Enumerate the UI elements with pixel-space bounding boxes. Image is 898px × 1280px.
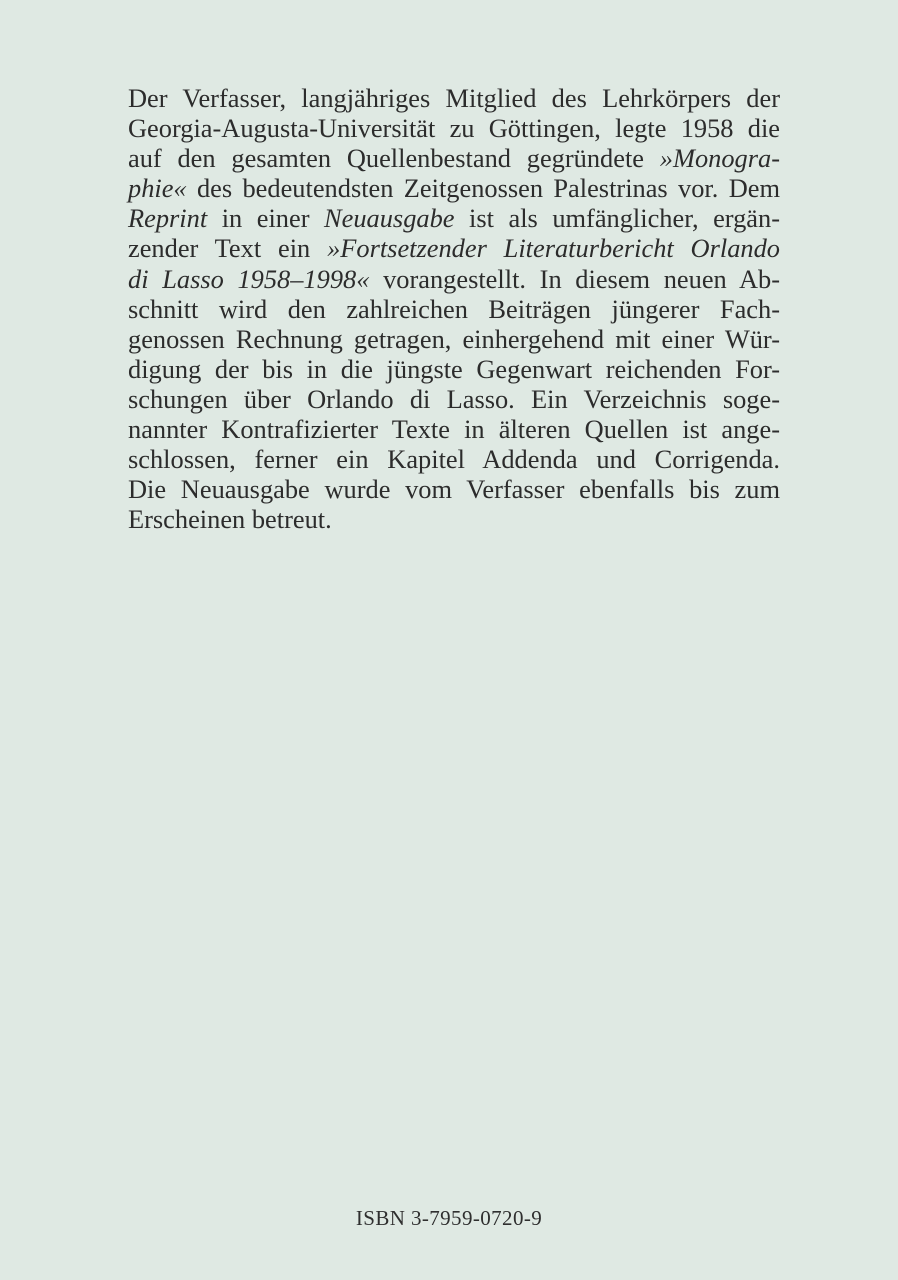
- blurb-text: vorangestellt. In diesem neuen Ab-: [369, 263, 780, 294]
- blurb-text: des bedeutendsten Zeitgenossen Palestrinas vor. Dem: [186, 173, 780, 204]
- blurb-italic-text: Reprint: [128, 203, 208, 234]
- blurb-line: [128, 173, 780, 203]
- blurb-line: [128, 414, 780, 444]
- blurb-line: [128, 113, 780, 143]
- blurb-italic-text: Neuausgabe: [324, 203, 455, 234]
- blurb-text: Erscheinen betreut.: [128, 504, 332, 535]
- blurb-line: [128, 83, 780, 113]
- blurb-line: [128, 203, 780, 233]
- blurb-text: Die Neuausgabe wurde vom Verfasser ebenfalls bis zum: [128, 474, 780, 505]
- blurb-line: [128, 504, 780, 534]
- isbn-label: ISBN 3-7959-0720-9: [355, 1206, 543, 1230]
- blurb-line: [128, 233, 780, 263]
- blurb-text: schnitt wird den zahlreichen Beiträgen jüngerer Fach-: [128, 293, 780, 324]
- blurb-text: auf den gesamten Quellenbestand gegründete: [128, 143, 660, 174]
- cover-blurb: [128, 83, 780, 534]
- blurb-italic-text: »Fortsetzender Literaturbericht Orlando: [327, 233, 780, 264]
- blurb-text: genossen Rechnung getragen, einhergehend mit einer Wür-: [128, 323, 780, 354]
- blurb-text: ist als umfänglicher, ergän-: [454, 203, 780, 234]
- blurb-text: in einer: [207, 203, 325, 234]
- blurb-text: nannter Kontrafizierter Texte in älteren Quellen ist ange-: [128, 414, 780, 445]
- blurb-italic-text: di Lasso 1958–1998«: [128, 263, 370, 294]
- blurb-text: Georgia-Augusta-Universität zu Göttingen, legte 1958 die: [128, 113, 780, 144]
- blurb-text: schlossen, ferner ein Kapitel Addenda und Corrigenda.: [128, 444, 780, 475]
- blurb-line: [128, 143, 780, 173]
- blurb-text: schungen über Orlando di Lasso. Ein Verzeichnis soge-: [128, 383, 780, 414]
- blurb-line: [128, 444, 780, 474]
- blurb-line: [128, 354, 780, 384]
- blurb-text: digung der bis in die jüngste Gegenwart reichenden For-: [128, 353, 780, 384]
- blurb-line: [128, 324, 780, 354]
- blurb-italic-text: »Monogra-: [659, 143, 780, 174]
- blurb-line: [128, 474, 780, 504]
- blurb-text: Der Verfasser, langjähriges Mitglied des Lehrkörpers der: [128, 83, 780, 113]
- blurb-line: [128, 384, 780, 414]
- blurb-text: zender Text ein: [128, 233, 328, 264]
- blurb-line: [128, 264, 780, 294]
- blurb-italic-text: phie«: [128, 173, 187, 204]
- blurb-line: [128, 294, 780, 324]
